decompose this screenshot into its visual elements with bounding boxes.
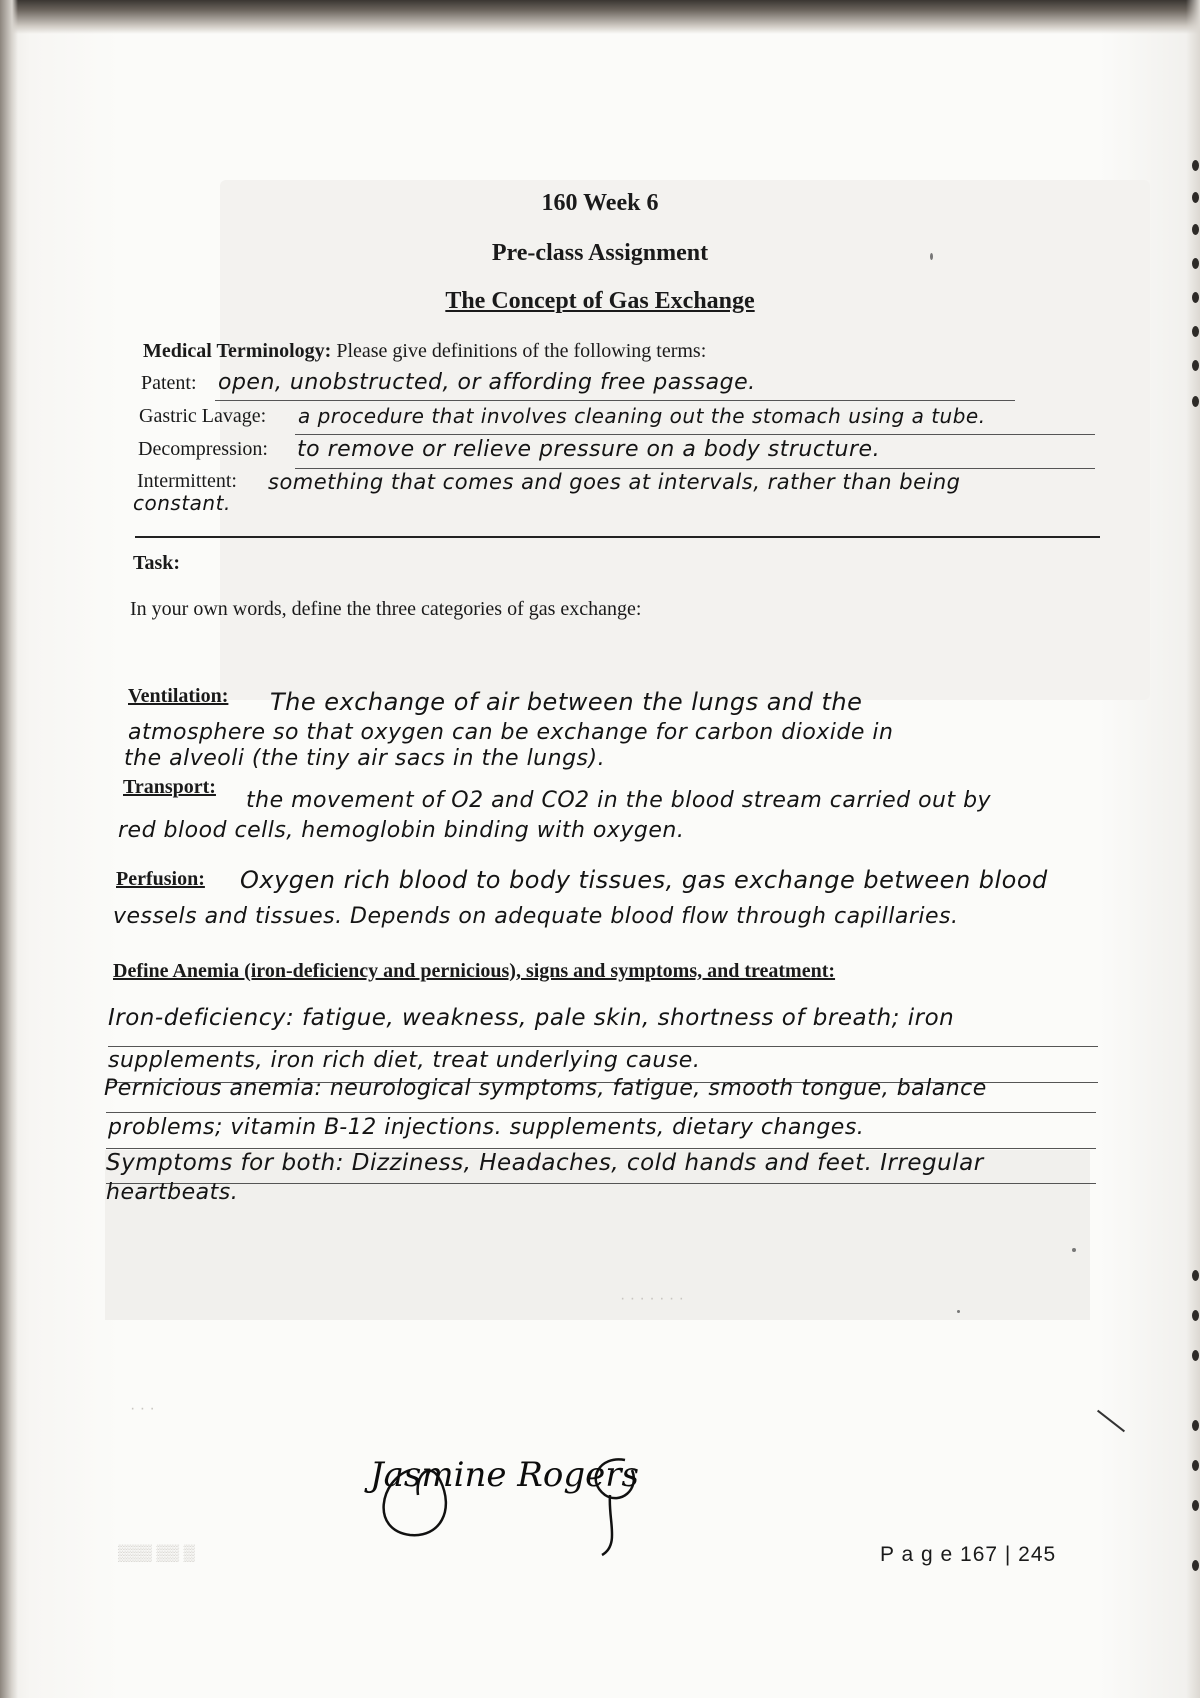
term-intermittent-label: Intermittent: <box>137 470 237 492</box>
binder-hole <box>1192 160 1199 171</box>
answer-line <box>215 400 1015 401</box>
ventilation-line-1: The exchange of air between the lungs and the <box>270 688 863 716</box>
term-patent-label: Patent: <box>141 372 197 394</box>
page-label: P a g e <box>880 1543 954 1566</box>
binder-hole <box>1192 326 1199 337</box>
page-title: The Concept of Gas Exchange <box>445 288 755 314</box>
anemia-line-2: supplements, iron rich diet, treat underlying cause. <box>108 1048 701 1073</box>
page-number-value: 167 | 245 <box>960 1543 1057 1566</box>
answer-line <box>108 1046 1098 1047</box>
binder-hole <box>1192 1560 1199 1571</box>
binder-hole <box>1192 1350 1199 1361</box>
binder-hole <box>1192 1500 1199 1511</box>
term-gastric-lavage-answer: a procedure that involves cleaning out the stomach using a tube. <box>298 404 986 428</box>
anemia-line-4: problems; vitamin B-12 injections. supplements, dietary changes. <box>108 1115 865 1140</box>
answer-line <box>295 434 1095 435</box>
binder-hole <box>1192 1310 1199 1321</box>
term-decompression-answer: to remove or relieve pressure on a body structure. <box>297 437 881 462</box>
terminology-instructions: Please give definitions of the following terms: <box>336 340 707 362</box>
task-label <box>133 552 180 575</box>
page-number <box>880 1543 1056 1567</box>
assignment-subtitle: Pre-class Assignment <box>491 240 709 266</box>
anemia-line-3: Pernicious anemia: neurological symptoms, fatigue, smooth tongue, balance <box>104 1076 987 1101</box>
signature: Jasmine Rogers <box>370 1455 639 1495</box>
term-patent-answer: open, unobstructed, or affording free passage. <box>218 370 756 395</box>
term-gastric-lavage-label: Gastric Lavage: <box>139 405 267 427</box>
answer-line <box>295 468 1095 469</box>
term-intermittent-answer: something that comes and goes at intervals, rather than being <box>268 470 961 494</box>
answer-line <box>106 1183 1096 1184</box>
section-divider <box>135 536 1100 538</box>
scan-speck <box>930 253 933 260</box>
binder-hole <box>1192 1460 1199 1471</box>
perfusion-label: Perfusion: <box>116 868 205 890</box>
scan-top-edge <box>0 0 1200 34</box>
binder-hole <box>1192 1420 1199 1431</box>
task-prompt: In your own words, define the three categories of gas exchange: <box>130 598 642 620</box>
ventilation-line-2: atmosphere so that oxygen can be exchange for carbon dioxide in <box>128 720 894 745</box>
anemia-line-1: Iron-deficiency: fatigue, weakness, pale skin, shortness of breath; iron <box>108 1005 955 1031</box>
terminology-intro <box>143 340 706 363</box>
binder-hole <box>1192 360 1199 371</box>
binder-hole <box>1192 396 1199 407</box>
transport-label: Transport: <box>123 776 216 798</box>
perfusion-line-2: vessels and tissues. Depends on adequate blood flow through capillaries. <box>113 904 959 929</box>
bleed-through-mark: ▒▒▒ ▒▒ ▒ <box>118 1545 195 1562</box>
scan-speck <box>1072 1248 1076 1252</box>
scan-speck <box>957 1310 960 1313</box>
perfusion-line-1: Oxygen rich blood to body tissues, gas exchange between blood <box>240 866 1048 894</box>
week-heading: 160 Week 6 <box>541 190 659 216</box>
anemia-line-6: heartbeats. <box>106 1180 239 1205</box>
anemia-line-5: Symptoms for both: Dizziness, Headaches, cold hands and feet. Irregular <box>106 1150 984 1176</box>
transport-line-1: the movement of O2 and CO2 in the blood stream carried out by <box>246 788 992 813</box>
bleed-through-mark: · · · · · · · <box>620 1290 684 1307</box>
answer-line <box>106 1148 1096 1149</box>
answer-line <box>106 1112 1096 1113</box>
ventilation-line-3: the alveoli (the tiny air sacs in the lungs). <box>124 746 606 771</box>
transport-line-2: red blood cells, hemoglobin binding with oxygen. <box>118 818 685 843</box>
bleed-through-mark: · · · <box>130 1400 155 1417</box>
task-label-text: Task: <box>133 552 181 574</box>
binder-hole <box>1192 224 1199 235</box>
term-decompression-label: Decompression: <box>138 438 268 460</box>
term-intermittent-answer-cont: constant. <box>133 491 231 515</box>
binder-hole <box>1192 1270 1199 1281</box>
anemia-heading: Define Anemia (iron-deficiency and pernicious), signs and symptoms, and treatment: <box>113 960 836 982</box>
ventilation-label: Ventilation: <box>128 685 229 707</box>
terminology-label: Medical Terminology: <box>143 340 332 362</box>
